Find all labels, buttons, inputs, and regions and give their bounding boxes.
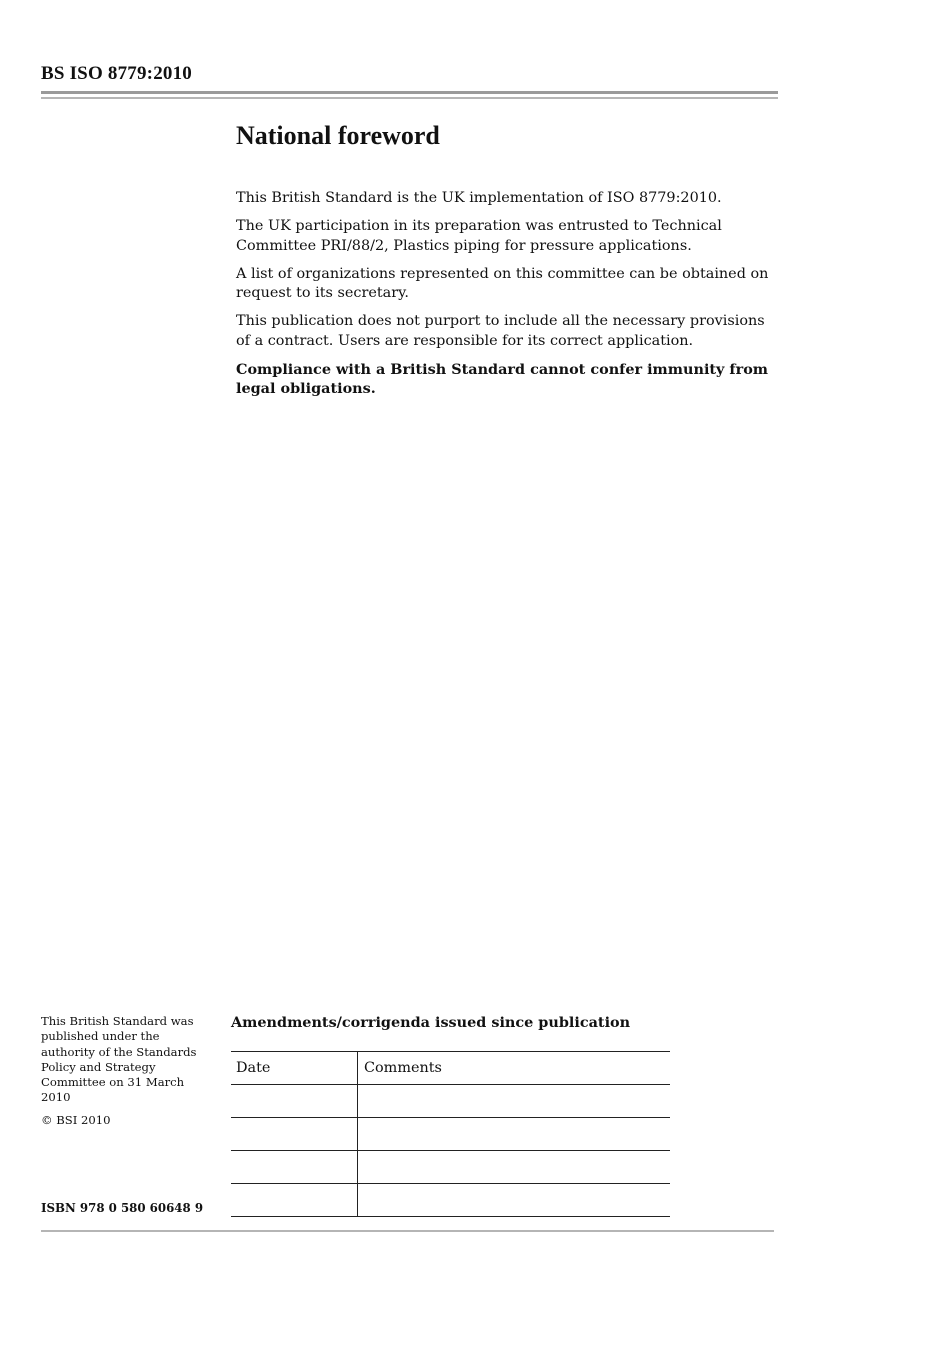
paragraph: The UK participation in its preparation was entrusted to Technical Committee PRI/88/2, Plastics piping for pressure applications. <box>236 218 722 254</box>
comments-cell <box>358 1184 671 1217</box>
header-rule-lower <box>41 97 778 99</box>
foreword-body <box>236 189 781 407</box>
document-code: BS ISO 8779:2010 <box>41 63 193 84</box>
compliance-statement: Compliance with a British Standard cannot confer immunity from legal obligations. <box>236 360 769 397</box>
comments-cell <box>358 1118 671 1151</box>
date-cell <box>231 1151 358 1184</box>
amendments-title: Amendments/corrigenda issued since publication <box>231 1014 631 1031</box>
header-rule-upper <box>41 91 778 94</box>
page-title: National foreword <box>236 121 440 150</box>
publication-note <box>41 1014 211 1135</box>
comments-cell <box>358 1085 671 1118</box>
paragraph: This publication does not purport to include all the necessary provisions of a contract. Users are responsible for its correct application. <box>236 313 765 349</box>
date-cell <box>231 1118 358 1151</box>
column-header-comments: Comments <box>358 1052 671 1085</box>
date-cell <box>231 1184 358 1217</box>
publication-statement: This British Standard was published under the authority of the Standards Policy and Strategy Committee on 31 March 2010 <box>41 1014 197 1105</box>
table-row <box>231 1118 670 1151</box>
comments-cell <box>358 1151 671 1184</box>
table-header-row <box>231 1052 670 1085</box>
paragraph: A list of organizations represented on this committee can be obtained on request to its secretary. <box>236 265 769 301</box>
table-row <box>231 1184 670 1217</box>
footer-rule <box>41 1230 774 1232</box>
amendments-table <box>231 1051 670 1217</box>
copyright-notice: © BSI 2010 <box>41 1112 111 1127</box>
table-row <box>231 1151 670 1184</box>
paragraph: This British Standard is the UK implementation of ISO 8779:2010. <box>236 190 722 206</box>
date-cell <box>231 1085 358 1118</box>
table-row <box>231 1085 670 1118</box>
isbn: ISBN 978 0 580 60648 9 <box>41 1201 204 1215</box>
column-header-date: Date <box>231 1052 358 1085</box>
